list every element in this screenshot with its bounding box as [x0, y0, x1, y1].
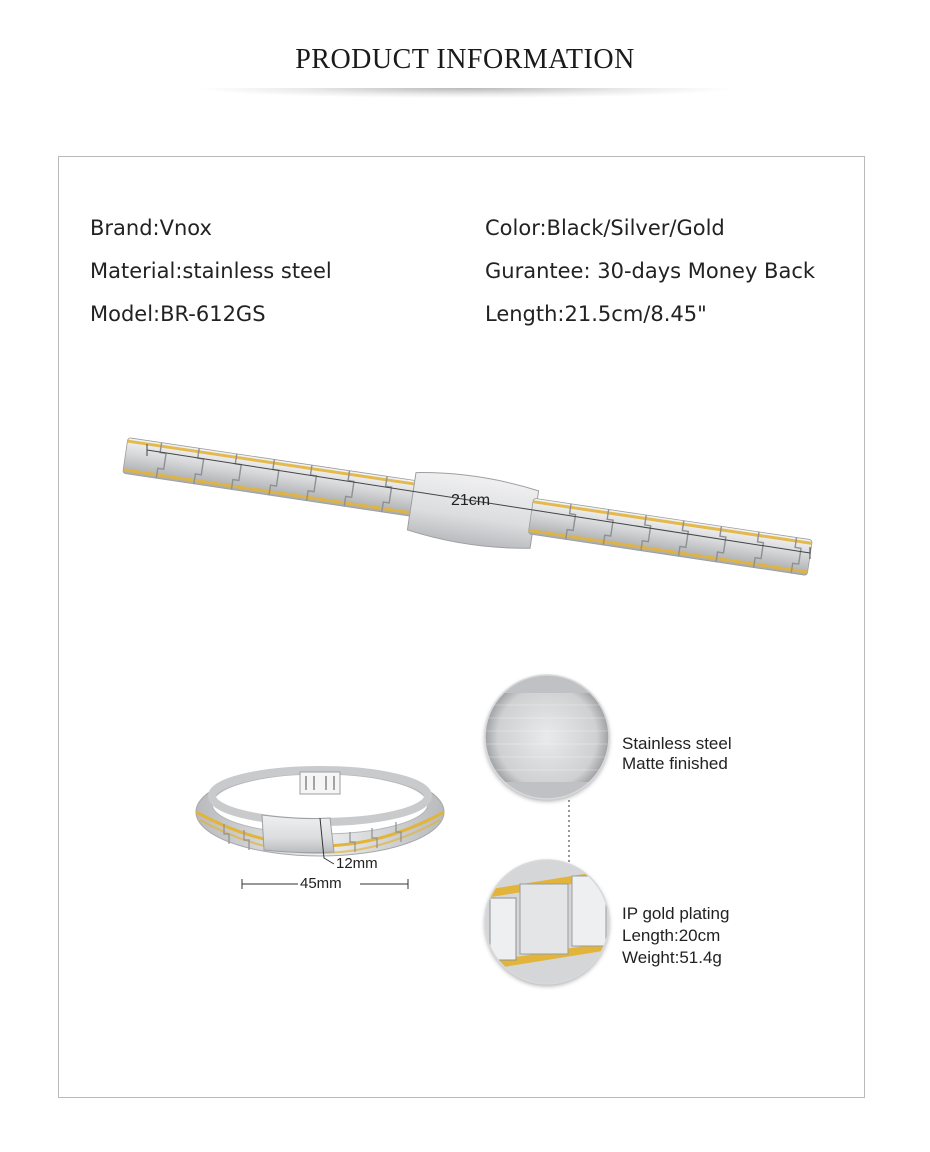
- spec-brand: Brand:Vnox: [90, 216, 212, 240]
- spec-guarantee: Gurantee: 30-days Money Back: [485, 259, 816, 283]
- round-bracelet-image: [196, 768, 444, 856]
- width-label: 12mm: [336, 855, 378, 872]
- gold-callout-line2: Length:20cm: [622, 926, 721, 945]
- spec-color: Color:Black/Silver/Gold: [485, 216, 725, 240]
- spec-model: Model:BR-612GS: [90, 302, 266, 326]
- diameter-label: 45mm: [300, 875, 342, 892]
- page-title: PRODUCT INFORMATION: [295, 44, 635, 75]
- steel-callout-line2: Matte finished: [622, 754, 728, 773]
- gold-callout-line3: Weight:51.4g: [622, 948, 722, 967]
- steel-callout-line1: Stainless steel: [622, 734, 732, 753]
- spec-material: Material:stainless steel: [90, 259, 332, 283]
- length-label: 21cm: [451, 492, 491, 509]
- spec-length: Length:21.5cm/8.45": [485, 302, 707, 326]
- gold-callout-line1: IP gold plating: [622, 904, 730, 923]
